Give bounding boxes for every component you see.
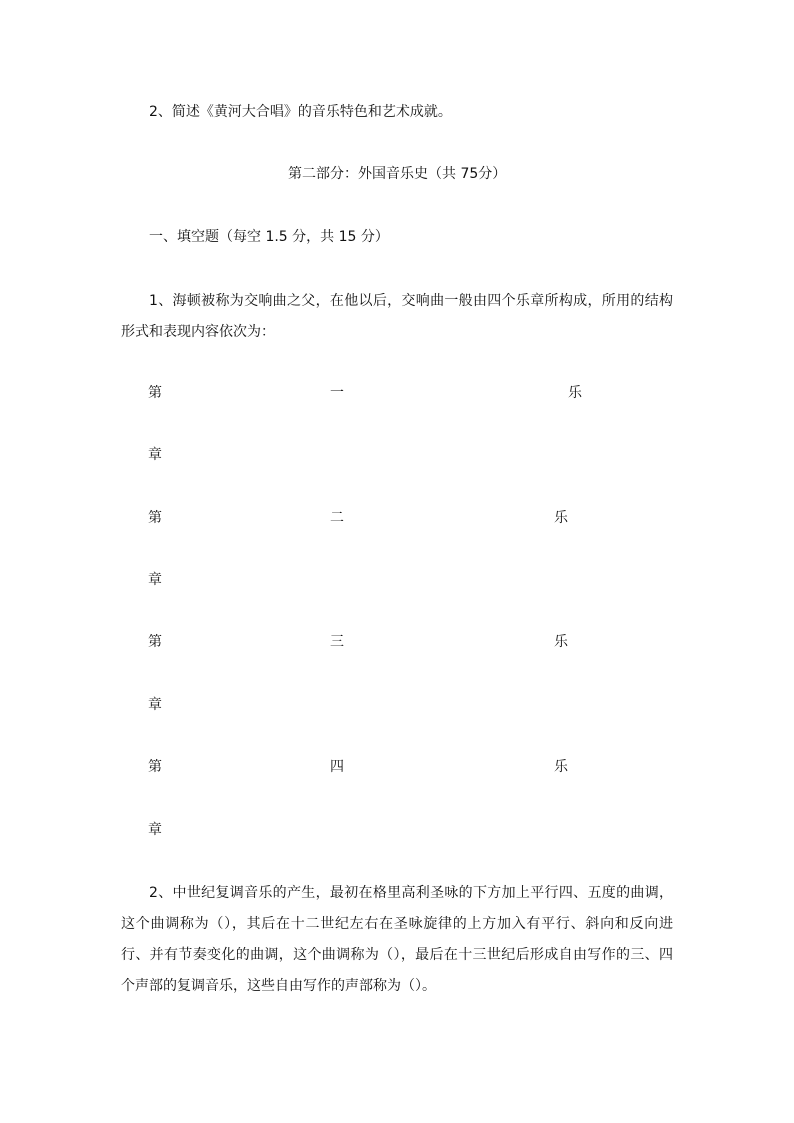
- movement-1-suffix: 乐: [568, 385, 582, 401]
- part2-heading: 第二部分：外国音乐史（共 75分）: [288, 166, 507, 182]
- movement-1-end: 章: [148, 447, 162, 463]
- movement-4-prefix: 第: [148, 759, 162, 775]
- section1-title: 一、填空题（每空 1.5 分，共 15 分）: [149, 229, 389, 245]
- movement-1-number: 一: [330, 385, 344, 401]
- movement-4-end: 章: [148, 822, 162, 838]
- movement-3-number: 三: [330, 634, 344, 650]
- movement-4-suffix: 乐: [554, 759, 568, 775]
- movement-3-prefix: 第: [148, 634, 162, 650]
- movement-3-end: 章: [148, 697, 162, 713]
- movement-2-number: 二: [330, 510, 344, 526]
- part1-question-2: 2、简述《黄河大合唱》的音乐特色和艺术成就。: [149, 104, 452, 120]
- movement-4-number: 四: [330, 759, 344, 775]
- movement-1-prefix: 第: [148, 385, 162, 401]
- question-1-text: 1、海顿被称为交响曲之父，在他以后，交响曲一般由四个乐章所构成，所用的结构形式和表现内容依次为：: [121, 293, 673, 340]
- movement-2-end: 章: [148, 572, 162, 588]
- movement-2-prefix: 第: [148, 510, 162, 526]
- question-2-text: 2、中世纪复调音乐的产生，最初在格里高利圣咏的下方加上平行四、五度的曲调，这个曲调称为（），其后在十二世纪左右在圣咏旋律的上方加入有平行、斜向和反向进行、并有节奏变化的曲调，这个曲调称为（），最后在十三世纪后形成自由写作的三、四个声部的复调音乐，这些自由写作的声部称为（）。: [121, 885, 673, 994]
- movement-3-suffix: 乐: [554, 634, 568, 650]
- movement-2-suffix: 乐: [554, 510, 568, 526]
